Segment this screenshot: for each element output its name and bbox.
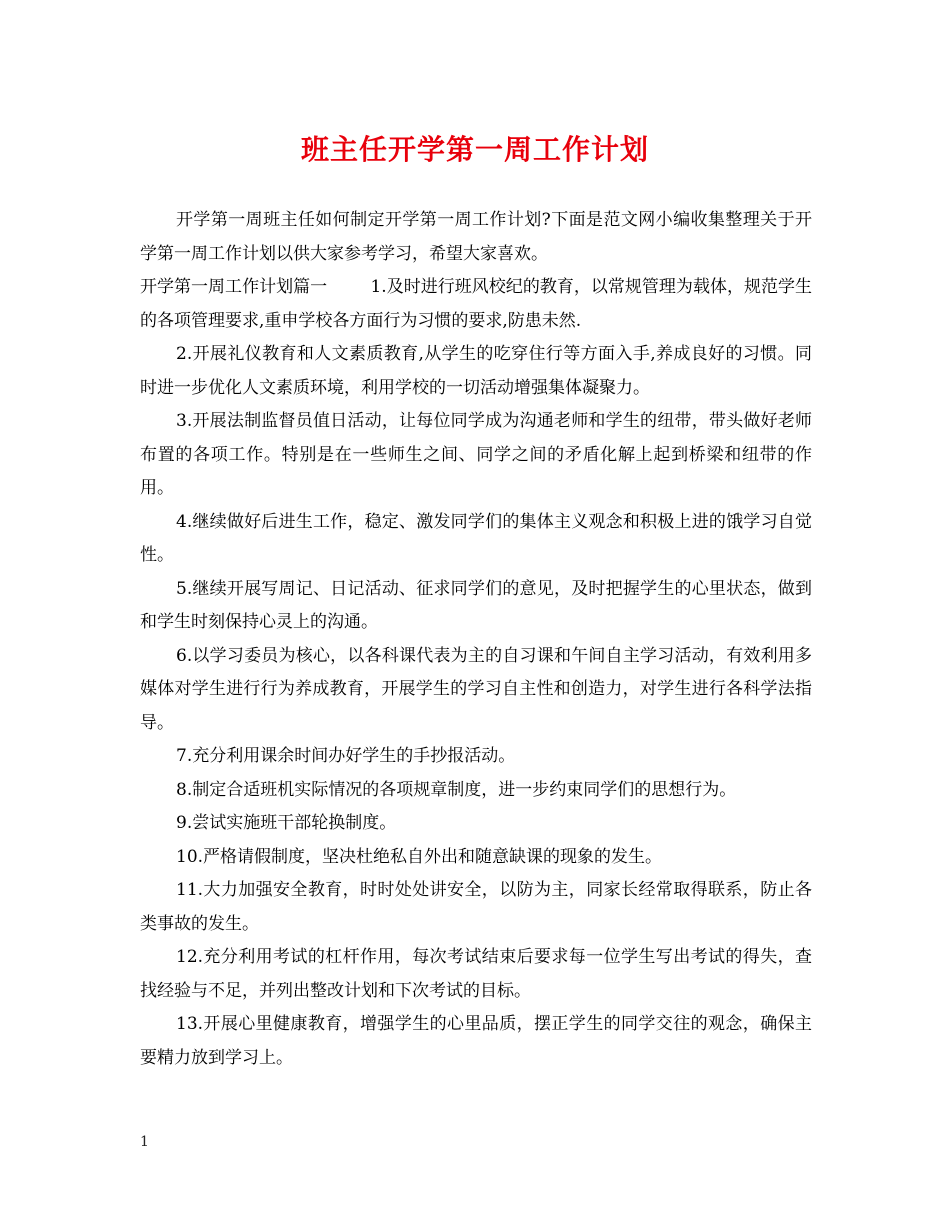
section-heading: 开学第一周工作计划篇一 <box>140 277 328 297</box>
intro-paragraph: 开学第一周班主任如何制定开学第一周工作计划?下面是范文网小编收集整理关于开学第一周工作计划以供大家参考学习，希望大家喜欢。 <box>140 210 812 264</box>
document-title: 班主任开学第一周工作计划 <box>300 133 649 166</box>
list-item: 12.充分利用考试的杠杆作用，每次考试结束后要求每一位学生写出考试的得失，查找经验与不足，并列出整改计划和下次考试的目标。 <box>140 947 812 1001</box>
list-item: 11.大力加强安全教育，时时处处讲安全，以防为主，同家长经常取得联系，防止各类事故的发生。 <box>140 880 812 934</box>
list-item: 4.继续做好后进生工作，稳定、激发同学们的集体主义观念和积极上进的饿学习自觉性。 <box>140 511 812 565</box>
list-item: 5.继续开展写周记、日记活动、征求同学们的意见，及时把握学生的心里状态，做到和学生时刻保持心灵上的沟通。 <box>140 578 812 632</box>
list-item: 6.以学习委员为核心，以各科课代表为主的自习课和午间自主学习活动，有效利用多媒体对学生进行行为养成教育，开展学生的学习自主性和创造力，对学生进行各科学法指导。 <box>140 645 812 733</box>
list-item: 9.尝试实施班干部轮换制度。 <box>176 813 397 833</box>
page-number: 1 <box>140 1134 149 1150</box>
section-paragraph-first <box>140 271 812 338</box>
list-item: 2.开展礼仪教育和人文素质教育,从学生的吃穿住行等方面入手,养成良好的习惯。同时进一步优化人文素质环境，利用学校的一切活动增强集体凝聚力。 <box>140 344 812 398</box>
list-item: 7.充分利用课余时间办好学生的手抄报活动。 <box>176 746 516 766</box>
section-heading-gap <box>327 277 370 297</box>
list-item: 8.制定合适班机实际情况的各项规章制度，进一步约束同学们的思想行为。 <box>176 779 737 800</box>
list-item: 1.及时进行班风校纪的教育，以常规管理为载体，规范学生的各项管理要求,重申学校各方面行为习惯的要求,防患未然. <box>140 277 813 331</box>
list-item: 10.严格请假制度，坚决杜绝私自外出和随意缺课的现象的发生。 <box>176 846 663 867</box>
list-item: 3.开展法制监督员值日活动，让每位同学成为沟通老师和学生的纽带，带头做好老师布置的各项工作。特别是在一些师生之间、同学之间的矛盾化解上起到桥梁和纽带的作用。 <box>140 411 812 498</box>
document-body <box>140 204 812 1075</box>
list-item: 13.开展心里健康教育，增强学生的心里品质，摆正学生的同学交往的观念，确保主要精力放到学习上。 <box>140 1014 812 1068</box>
